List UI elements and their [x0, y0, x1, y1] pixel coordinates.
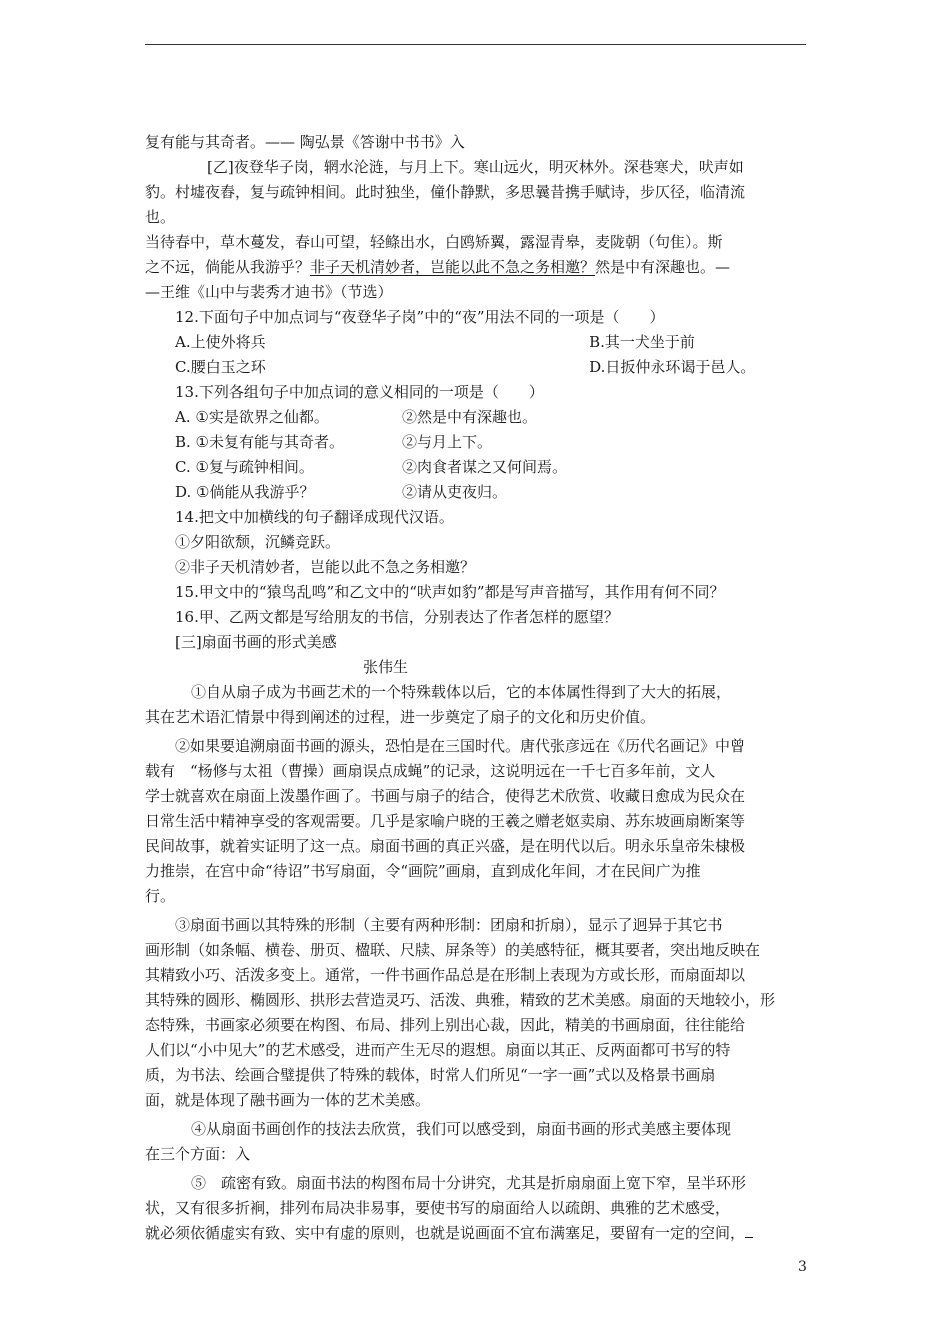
- option-b-part1: B. ①未复有能与其奇者。: [175, 433, 345, 451]
- passage-b-line: 当待春中，草木蔓发，春山可望，轻鲦出水，白鸥矫翼，露湿青皋，麦陇朝（句隹）。斯: [145, 233, 723, 251]
- passage-b-line: 豹。村墟夜舂，复与疏钟相间。此时独坐，僮仆静默，多思曩昔携手赋诗，步仄径，临清流: [145, 183, 746, 201]
- paragraph-line: ④从扇面书画创作的技法去欣赏，我们可以感受到，扇面书画的形式美感主要体现: [191, 1120, 732, 1138]
- passage-b-line: 也。: [145, 208, 176, 226]
- passage-b-text: 然是中有深趣也。—: [595, 258, 731, 276]
- paragraph-line: 态特殊，书画家必须要在构图、布局、排列上别出心裁，因此，精美的书画扇面，往往能给: [145, 1016, 746, 1034]
- paragraph-line: ②如果要追溯扇面书画的源头，恐怕是在三国时代。唐代张彦远在《历代名画记》中曾: [175, 737, 746, 755]
- question-12-options-row: [145, 355, 815, 380]
- question-14-item: ②非子天机清妙者，岂能以此不急之务相邀？: [175, 558, 476, 576]
- option-b-part2: ②与月上下。: [402, 433, 493, 451]
- question-15: 15.甲文中的“猿鸟乱鸣”和乙文中的“吠声如豹”都是写声音描写，其作用有何不同？: [175, 583, 725, 601]
- paragraph-line: 质，为书法、绘画合璧提供了特殊的载体，时常人们所见“一字一画”式以及格景书画扇: [145, 1066, 716, 1084]
- paragraph-line: ③扇面书画以其特殊的形制（主要有两种形制：团扇和折扇），显示了迥异于其它书: [175, 916, 723, 934]
- option-d-part1: D. ①倘能从我游乎？: [175, 483, 315, 501]
- option-b: B.其一犬坐于前: [589, 333, 695, 351]
- paragraph-line: 其特殊的圆形、椭圆形、拱形去营造灵巧、活泼、典雅，精致的艺术美感。扇面的天地较小，形: [145, 991, 776, 1009]
- option-c-part1: C. ①复与疏钟相间。: [175, 458, 314, 476]
- option-d-part2: ②请从吏夜归。: [402, 483, 508, 501]
- passage-b-line: [145, 255, 815, 280]
- paragraph-line: 民间故事，就着实证明了这一点。扇面书画的真正兴盛，是在明代以后。明永乐皇帝朱棣极: [145, 837, 746, 855]
- question-12-stem: 12.下面句子中加点词与“夜登华子岗”中的“夜”用法不同的一项是（ ）: [175, 308, 665, 326]
- paragraph-line: ⑤ 疏密有致。扇面书法的构图布局十分讲究，尤其是折扇扇面上宽下窄，呈半环形: [191, 1174, 747, 1192]
- passage-a-ending: 复有能与其奇者。—— 陶弘景《答谢中书书》入: [145, 133, 465, 151]
- paragraph-line: [145, 1221, 815, 1246]
- paragraph-line: 日常生活中精神享受的客观需要。几乎是家喻户晓的王羲之赠老妪卖扇、苏东坡画扇断案等: [145, 812, 746, 830]
- option-a-part2: ②然是中有深趣也。: [402, 408, 538, 426]
- question-14-stem: 14.把文中加横线的句子翻译成现代汉语。: [175, 508, 454, 526]
- paragraph-line: 人们以“小中见大”的艺术感受，进而产生无尽的遐想。扇面以其正、反两面都可书写的特: [145, 1041, 731, 1059]
- paragraph-line: 画形制（如条幅、横卷、册页、楹联、尺牍、屏条等）的美感特征，概其要者，突出地反映在: [145, 941, 761, 959]
- paragraph-line: ①自从扇子成为书画艺术的一个特殊载体以后，它的本体属性得到了大大的拓展，: [191, 683, 732, 701]
- paragraph-text: 就必须依循虚实有致、实中有虚的原则，也就是说画面不宜布满塞足，要留有一定的空间，: [145, 1224, 746, 1242]
- option-a: A.上使外将兵: [175, 333, 266, 351]
- section-3-heading: [三]扇面书画的形式美感: [175, 633, 337, 651]
- option-c: C.腰白玉之环: [175, 358, 266, 376]
- passage-b-text: 之不远，倘能从我游乎？: [145, 258, 311, 276]
- header-rule: [145, 44, 806, 45]
- paragraph-line: 状，又有很多折裥，排列布局决非易事，要使书写的扇面给人以疏朗、典雅的艺术感受，: [145, 1199, 731, 1217]
- paragraph-line: 学士就喜欢在扇面上泼墨作画了。书画与扇子的结合，使得艺术欣赏、收藏日愈成为民众在: [145, 787, 746, 805]
- question-13-option-c: [145, 455, 815, 480]
- underlined-sentence: 非子天机清妙者，岂能以此不急之务相邀？: [310, 258, 596, 276]
- option-d: D.日扳仲永环谒于邑人。: [589, 358, 756, 376]
- section-3-author: 张伟生: [363, 658, 409, 676]
- question-13-option-d: [145, 480, 815, 505]
- passage-b-source: —王维《山中与裴秀才迪书》（节选）: [145, 283, 393, 301]
- underline-mark: [745, 1237, 753, 1238]
- paragraph-line: 力推崇，在宫中命“待诏”书写扇面，令“画院”画扇，直到成化年间，才在民间广为推: [145, 862, 701, 880]
- option-a-part1: A. ①实是欲界之仙都。: [175, 408, 329, 426]
- passage-b-line: [乙]夜登华子岗，辋水沦涟，与月上下。寒山远火，明灭林外。深巷寒犬，吠声如: [207, 158, 744, 176]
- paragraph-line: 其在艺术语汇情景中得到阐述的过程，进一步奠定了扇子的文化和历史价值。: [145, 708, 656, 726]
- question-13-stem: 13.下列各组句子中加点词的意义相同的一项是（ ）: [175, 383, 544, 401]
- question-12-options-row: [145, 330, 815, 355]
- paragraph-line: 在三个方面：入: [145, 1145, 251, 1163]
- question-14-item: ①夕阳欲颓，沉鳞竞跃。: [175, 533, 341, 551]
- page-number: 3: [798, 1259, 807, 1275]
- question-13-option-a: [145, 405, 815, 430]
- paragraph-line: 其精致小巧、活泼多变上。通常，一件书画作品总是在形制上表现为方或长形，而扇面却以: [145, 966, 746, 984]
- question-13-option-b: [145, 430, 815, 455]
- question-16: 16.甲、乙两文都是写给朋友的书信，分别表达了作者怎样的愿望？: [175, 608, 619, 626]
- paragraph-line: 载有 “杨修与太祖（曹操）画扇误点成蝇”的记录，这说明远在一千七百多年前，文人: [145, 762, 716, 780]
- paragraph-line: 面，就是体现了融书画为一体的艺术美感。: [145, 1091, 431, 1109]
- paragraph-line: 行。: [145, 887, 176, 905]
- option-c-part2: ②肉食者谋之又何间焉。: [402, 458, 568, 476]
- page-body: [145, 130, 815, 1246]
